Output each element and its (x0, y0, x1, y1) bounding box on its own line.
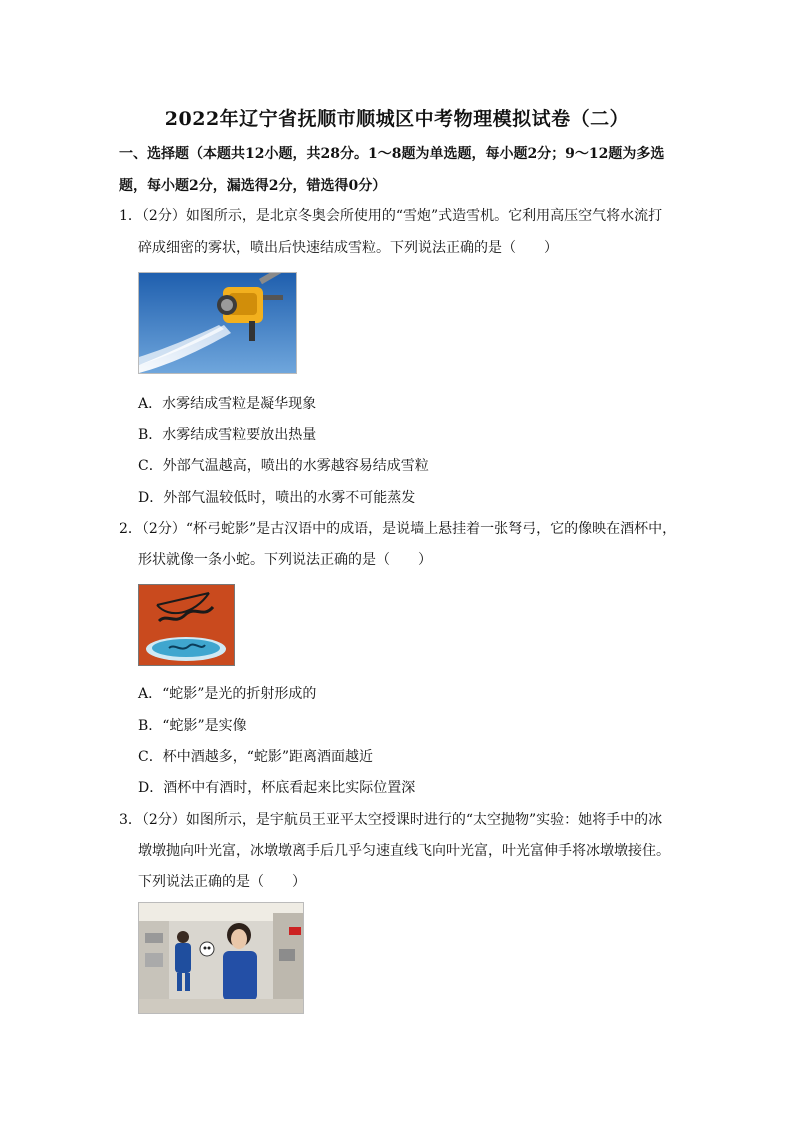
snow-cannon-image (138, 272, 297, 374)
question-1-stem-line2: 碎成细密的雾状，喷出后快速结成雪粒。下列说法正确的是（ ） (138, 240, 558, 256)
question-2-stem-line2: 形状就像一条小蛇。下列说法正确的是（ ） (138, 552, 432, 568)
question-2-option-b: B．“蛇影”是实像 (138, 718, 247, 734)
question-2-stem-line1: 2．（2分）“杯弓蛇影”是古汉语中的成语，是说墙上悬挂着一张弩弓，它的像映在酒杯中， (119, 521, 677, 537)
question-2-option-d: D．酒杯中有酒时，杯底看起来比实际位置深 (138, 780, 416, 796)
question-1-option-a: A．水雾结成雪粒是凝华现象 (138, 396, 317, 412)
question-3-stem-line2: 墩墩抛向叶光富，冰墩墩离手后几乎匀速直线飞向叶光富，叶光富伸手将冰墩墩接住。 (138, 843, 670, 859)
page-title: 2022年辽宁省抚顺市顺城区中考物理模拟试卷（二） (164, 108, 630, 130)
section-heading-line2: 题，每小题2分，漏选得2分，错选得0分） (119, 178, 387, 194)
question-1-option-d: D．外部气温较低时，喷出的水雾不可能蒸发 (138, 490, 416, 506)
question-3-stem-line3: 下列说法正确的是（ ） (138, 874, 306, 890)
question-2-option-a: A．“蛇影”是光的折射形成的 (138, 686, 317, 702)
question-3-stem-line1: 3．（2分）如图所示，是宇航员王亚平太空授课时进行的“太空抛物”实验：她将手中的冰 (119, 812, 663, 828)
bow-snake-shadow-image (138, 584, 235, 666)
section-heading (119, 138, 689, 202)
section-heading-line1: 一、选择题（本题共12小题，共28分。1～8题为单选题，每小题2分；9～12题为多选 (119, 146, 665, 162)
question-2-option-c: C．杯中酒越多，“蛇影”距离酒面越近 (138, 749, 374, 765)
question-1-stem-line1: 1．（2分）如图所示，是北京冬奥会所使用的“雪炮”式造雪机。它利用高压空气将水流打 (119, 208, 663, 224)
question-1-option-c: C．外部气温越高，喷出的水雾越容易结成雪粒 (138, 458, 429, 474)
question-1-option-b: B．水雾结成雪粒要放出热量 (138, 427, 317, 443)
space-station-image (138, 902, 304, 1014)
